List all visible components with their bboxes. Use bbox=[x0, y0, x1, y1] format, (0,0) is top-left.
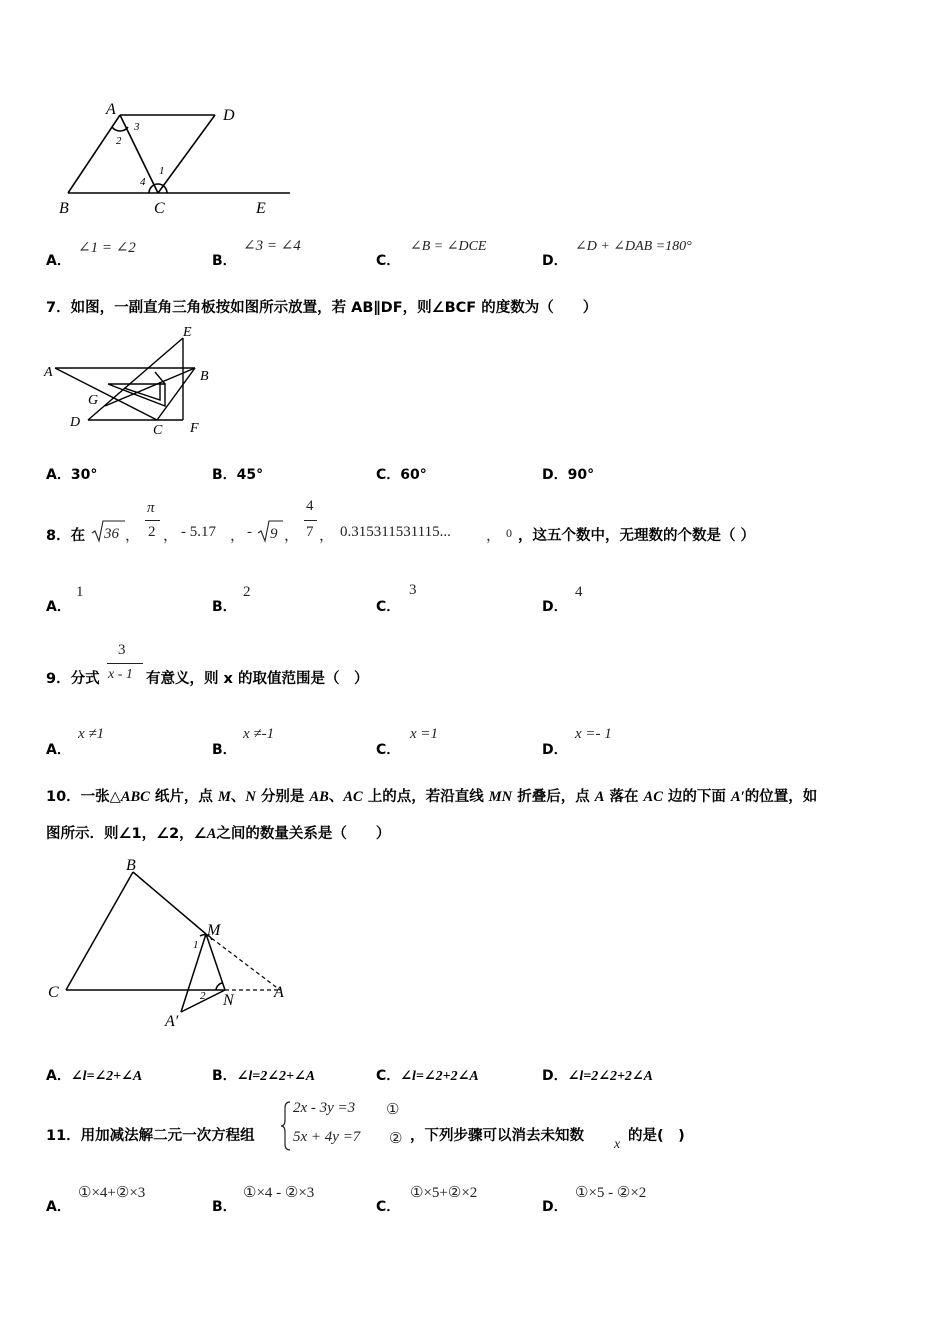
q11-prefix: 11．用加减法解二元一次方程组 bbox=[46, 1128, 255, 1144]
q10-label-1: 1 bbox=[193, 939, 199, 951]
q10-abc: ABC bbox=[120, 789, 150, 805]
q10-sep-1: 、 bbox=[230, 789, 246, 805]
q7-label-E: E bbox=[183, 325, 192, 340]
q6-option-a-value: ∠1 = ∠2 bbox=[78, 240, 136, 256]
q9-fraction-numerator: 3 bbox=[118, 642, 126, 658]
q7-option-b bbox=[212, 464, 263, 484]
q7-option-c bbox=[376, 464, 427, 484]
q6-figure bbox=[50, 95, 300, 225]
q10-text-c: 分别是 bbox=[255, 789, 310, 805]
q11-equation-1: 2x - 3y =3 bbox=[293, 1100, 356, 1116]
q10-label-M: M bbox=[207, 922, 221, 939]
q9-option-d-value: x =- 1 bbox=[575, 726, 612, 742]
q8-comma-4: ， bbox=[284, 528, 300, 544]
q10-sep-2: 、 bbox=[328, 789, 344, 805]
q10-text-b: 纸片，点 bbox=[149, 789, 218, 805]
q7-question-text: 7．如图，一副直角三角板按如图所示放置，若 AB∥DF，则∠BCF 的度数为（ ） bbox=[46, 300, 598, 316]
q9-option-b-letter: B． bbox=[212, 742, 237, 758]
q10-ac-2: AC bbox=[643, 789, 663, 805]
q7-option-d-value: 90° bbox=[567, 467, 595, 483]
q7-label-B: B bbox=[200, 369, 209, 384]
q9-option-c-value: x =1 bbox=[410, 726, 439, 742]
q6-label-E: E bbox=[256, 200, 266, 217]
q10-label-A: A bbox=[274, 984, 284, 1001]
q8-option-a-letter: A． bbox=[46, 599, 71, 615]
q8-comma-1: ， bbox=[125, 528, 141, 544]
q8-zero: 0 bbox=[506, 526, 512, 540]
q8-sqrt9 bbox=[257, 518, 283, 544]
q7-option-a-value: 30° bbox=[70, 467, 98, 483]
q7-option-a bbox=[46, 464, 97, 484]
q11-brace bbox=[280, 1100, 292, 1152]
q8-option-a-value: 1 bbox=[76, 584, 84, 600]
q11-option-a-value: ①×4+②×3 bbox=[78, 1185, 146, 1201]
q11-option-b-letter: B． bbox=[212, 1199, 237, 1215]
q6-label-D: D bbox=[223, 107, 235, 124]
q8-fraction-bar bbox=[304, 520, 317, 521]
q10-text-j: 之间的数量关系是（ ） bbox=[216, 826, 391, 842]
q10-a-2: A bbox=[206, 826, 217, 842]
q6-option-d-letter: D． bbox=[542, 253, 568, 269]
q10-option-a-value: ∠l=∠2+∠A bbox=[70, 1069, 143, 1084]
q9-suffix: 有意义，则 x 的取值范围是（ ） bbox=[146, 671, 369, 687]
q6-option-d-value: ∠D + ∠DAB =180° bbox=[575, 239, 692, 254]
q6-label-3: 3 bbox=[134, 121, 140, 133]
q6-label-1: 1 bbox=[159, 165, 165, 177]
q10-label-A-prime: A′ bbox=[165, 1013, 179, 1030]
q10-line-1 bbox=[46, 785, 817, 806]
q10-option-b-letter: B． bbox=[212, 1068, 237, 1084]
q7-label-A: A bbox=[44, 365, 53, 380]
q10-option-d-letter: D． bbox=[542, 1068, 568, 1084]
q6-label-B: B bbox=[59, 200, 69, 217]
q8-option-d-value: 4 bbox=[575, 584, 583, 600]
q10-a: A bbox=[594, 789, 605, 805]
q10-text-a: 10．一张△ bbox=[46, 789, 121, 805]
q6-option-c-value: ∠B = ∠DCE bbox=[410, 239, 487, 254]
q7-figure bbox=[40, 320, 230, 440]
q8-comma-5: ， bbox=[319, 528, 335, 544]
q10-option-b-value: ∠l=2∠2+∠A bbox=[236, 1069, 316, 1084]
q7-option-d bbox=[542, 464, 594, 484]
q7-option-b-value: 45° bbox=[236, 467, 264, 483]
q10-text-d: 上的点，若沿直线 bbox=[362, 789, 489, 805]
q10-m: M bbox=[217, 789, 231, 805]
q6-option-b-letter: B． bbox=[212, 253, 237, 269]
q7-option-c-value: 60° bbox=[400, 467, 427, 483]
q7-option-d-letter: D． bbox=[542, 467, 568, 483]
q6-label-4: 4 bbox=[140, 176, 146, 188]
q7-label-F: F bbox=[190, 421, 199, 436]
q11-equation-1-mark: ① bbox=[386, 1102, 400, 1118]
q9-option-b-value: x ≠-1 bbox=[243, 726, 275, 742]
q8-fraction-denominator: 7 bbox=[306, 524, 314, 540]
q6-option-c-letter: C． bbox=[376, 253, 401, 269]
q10-option-a bbox=[46, 1065, 142, 1085]
q8-suffix: ，这五个数中，无理数的个数是（ ） bbox=[518, 528, 756, 544]
q11-option-c-value: ①×5+②×2 bbox=[410, 1185, 478, 1201]
q9-prefix: 9．分式 bbox=[46, 671, 100, 687]
q7-label-C: C bbox=[153, 423, 163, 438]
q7-option-c-letter: C． bbox=[376, 467, 401, 483]
q8-neg-sqrt9-sign: - bbox=[247, 524, 252, 540]
q10-label-N: N bbox=[223, 992, 234, 1009]
q10-option-c-letter: C． bbox=[376, 1068, 401, 1084]
q7-option-a-letter: A． bbox=[46, 467, 71, 483]
q10-option-c-value: ∠l=∠2+2∠A bbox=[400, 1069, 479, 1084]
q8-prefix: 8．在 bbox=[46, 528, 86, 544]
q6-label-2: 2 bbox=[116, 135, 122, 147]
q8-sqrt36 bbox=[91, 518, 125, 544]
q8-decimal: 0.315311531115... bbox=[340, 524, 451, 540]
q11-suffix: ，下列步骤可以消去未知数 bbox=[410, 1128, 584, 1144]
q9-option-a-letter: A． bbox=[46, 742, 71, 758]
q8-option-b-value: 2 bbox=[243, 584, 251, 600]
q10-label-B: B bbox=[126, 857, 136, 874]
q10-text-g: 边的下面 bbox=[662, 789, 731, 805]
q8-neg-517: - 5.17 bbox=[181, 524, 216, 540]
q11-option-c-letter: C． bbox=[376, 1199, 401, 1215]
q10-option-a-letter: A． bbox=[46, 1068, 71, 1084]
q10-text-e: 折叠后，点 bbox=[512, 789, 595, 805]
q10-option-b bbox=[212, 1065, 315, 1085]
q10-mn: MN bbox=[488, 789, 513, 805]
q6-label-A: A bbox=[106, 101, 116, 118]
q7-label-G: G bbox=[88, 393, 99, 408]
q11-suffix-2: 的是( ) bbox=[628, 1128, 685, 1144]
q10-label-C: C bbox=[48, 984, 59, 1001]
q8-sqrt9-value: 9 bbox=[270, 526, 278, 542]
q9-option-c-letter: C． bbox=[376, 742, 401, 758]
q10-n: N bbox=[245, 789, 256, 805]
q11-option-a-letter: A． bbox=[46, 1199, 71, 1215]
q10-text-i: 图所示．则∠1，∠2，∠ bbox=[46, 826, 207, 842]
q8-comma-6: ， bbox=[486, 528, 502, 544]
q10-ac: AC bbox=[343, 789, 363, 805]
q8-pi-denominator: 2 bbox=[148, 524, 156, 540]
q10-option-d-value: ∠l=2∠2+2∠A bbox=[567, 1069, 653, 1084]
q7-option-b-letter: B． bbox=[212, 467, 237, 483]
q11-option-d-value: ①×5 - ②×2 bbox=[575, 1185, 647, 1201]
q8-option-b-letter: B． bbox=[212, 599, 237, 615]
q10-label-2: 2 bbox=[200, 990, 206, 1002]
q10-ab: AB bbox=[309, 789, 329, 805]
q7-label-D: D bbox=[70, 415, 81, 430]
q8-comma-3: ， bbox=[230, 528, 246, 544]
q8-option-c-value: 3 bbox=[409, 582, 417, 598]
q10-text-f: 落在 bbox=[604, 789, 644, 805]
q11-option-d-letter: D． bbox=[542, 1199, 568, 1215]
q11-variable: x bbox=[614, 1137, 621, 1152]
q6-label-C: C bbox=[154, 200, 165, 217]
q9-option-a-value: x ≠1 bbox=[78, 726, 105, 742]
q8-fraction-numerator: 4 bbox=[306, 498, 314, 514]
q11-equation-2: 5x + 4y =7 bbox=[293, 1129, 361, 1145]
q8-option-c-letter: C． bbox=[376, 599, 401, 615]
q10-a-prime: A′ bbox=[730, 789, 745, 805]
q8-pi-fraction-bar bbox=[145, 520, 160, 521]
q11-option-b-value: ①×4 - ②×3 bbox=[243, 1185, 315, 1201]
q9-fraction-bar bbox=[107, 663, 143, 664]
q10-line-2 bbox=[46, 822, 390, 843]
q9-fraction-denominator: x - 1 bbox=[108, 667, 133, 682]
q6-option-a-letter: A． bbox=[46, 253, 71, 269]
q10-figure bbox=[40, 852, 300, 1037]
q11-equation-2-mark: ② bbox=[389, 1131, 403, 1147]
q8-sqrt36-value: 36 bbox=[104, 526, 119, 542]
q9-option-d-letter: D． bbox=[542, 742, 568, 758]
q8-option-d-letter: D． bbox=[542, 599, 568, 615]
q10-text-h: 的位置，如 bbox=[744, 789, 818, 805]
q10-option-c bbox=[376, 1065, 479, 1085]
q10-option-d bbox=[542, 1065, 653, 1085]
q6-option-b-value: ∠3 = ∠4 bbox=[243, 238, 301, 254]
q8-comma-2: ， bbox=[163, 528, 179, 544]
q8-pi-numerator: π bbox=[147, 500, 155, 516]
